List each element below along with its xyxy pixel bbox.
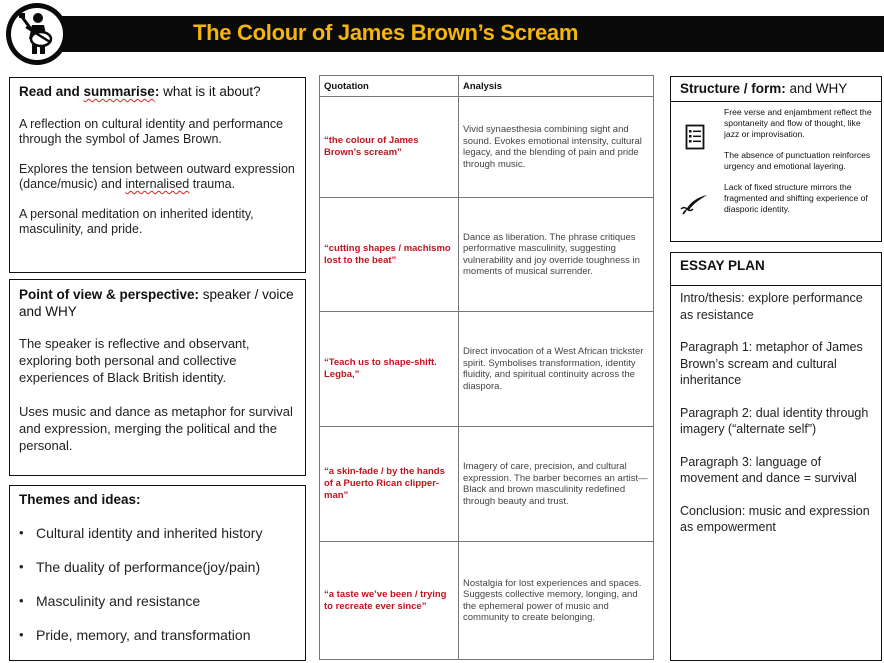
essay-plan-item: Paragraph 3: language of movement and dance = survival [680, 454, 857, 485]
themes-box [9, 485, 306, 661]
essay-plan-item: Conclusion: music and expression as empowerment [680, 503, 870, 534]
analysis-cell: Dance as liberation. The phrase critiques performative masculinity, suggesting vulnerability and joy override toughness in moments of musical surrender. [459, 198, 654, 312]
essay-plan-heading-box [670, 252, 882, 286]
structure-item: Free verse and enjambment reflect the spontaneity and flow of thought, like jazz or improvisation. [724, 107, 872, 139]
quote-cell: “Teach us to shape-shift. Legba,” [320, 312, 459, 427]
quote-cell: “a skin-fade / by the hands of a Puerto Rican clipper-man” [320, 427, 459, 542]
logo [6, 3, 68, 65]
quote-cell: “the colour of James Brown’s scream” [320, 97, 459, 198]
theme-item: • Masculinity and resistance [19, 593, 296, 609]
summary-paragraph: A reflection on cultural identity and performance through the symbol of James Brown. [19, 117, 284, 146]
pov-paragraph: The speaker is reflective and observant, exploring both personal and collective experiences of Black British identity. [19, 336, 250, 385]
point-of-view-heading: Point of view & perspective: speaker / voice and WHY [19, 287, 294, 319]
structure-heading-box [670, 76, 882, 102]
quote-cell: “cutting shapes / machismo lost to the beat” [320, 198, 459, 312]
analysis-cell: Vivid synaesthesia combining sight and sound. Evokes emotional intensity, cultural legacy, and the blending of pain and pride through music. [459, 97, 654, 198]
structure-heading: Structure / form: and WHY [680, 81, 848, 96]
page-title: The Colour of James Brown’s Scream [193, 20, 579, 45]
structure-item: Lack of fixed structure mirrors the fragmented and shifting experience of diasporic identity. [724, 182, 868, 214]
themes-heading: Themes and ideas: [19, 492, 141, 507]
table-row [320, 198, 654, 312]
checklist-icon [685, 124, 705, 150]
table-row [320, 312, 654, 427]
essay-plan-item: Paragraph 2: dual identity through imagery (“alternate self”) [680, 405, 869, 436]
essay-plan-item: Paragraph 1: metaphor of James Brown’s scream and cultural inheritance [680, 340, 863, 387]
structure-item: The absence of punctuation reinforces urgency and emotional layering. [724, 150, 871, 171]
read-summarise-heading: Read and summarise: what is it about? [19, 84, 261, 99]
table-header-row [320, 76, 654, 97]
essay-plan-box [670, 285, 882, 661]
table-row [320, 97, 654, 198]
analysis-cell: Nostalgia for lost experiences and spaces. Suggests collective memory, longing, and the ephemeral power of music and community to create belonging. [459, 542, 654, 660]
structure-box [670, 101, 882, 242]
table-row [320, 542, 654, 660]
essay-plan-item: Intro/thesis: explore performance as resistance [680, 291, 863, 322]
quotation-header: Quotation [320, 76, 459, 97]
read-summarise-box [9, 77, 306, 273]
analysis-header: Analysis [459, 76, 654, 97]
essay-plan-heading: ESSAY PLAN [680, 258, 765, 273]
guitarist-icon [16, 11, 60, 57]
summary-paragraph: A personal meditation on inherited identity, masculinity, and pride. [19, 207, 254, 236]
analysis-cell: Direct invocation of a West African trickster spirit. Symbolises transformation, identity fluidity, and spiritual continuity across the diaspora. [459, 312, 654, 427]
theme-item: • Cultural identity and inherited history [19, 525, 296, 541]
quill-pen-icon [680, 194, 708, 216]
theme-item: • Pride, memory, and transformation [19, 627, 296, 643]
theme-item: • The duality of performance(joy/pain) [19, 559, 296, 575]
pov-paragraph: Uses music and dance as metaphor for survival and expression, merging the political and the personal. [19, 404, 293, 453]
analysis-cell: Imagery of care, precision, and cultural expression. The barber becomes an artist—Black and brown masculinity redefined through beauty and trust. [459, 427, 654, 542]
table-row [320, 427, 654, 542]
summary-paragraph: Explores the tension between outward expression (dance/music) and internalised trauma. [19, 162, 295, 191]
quotation-table [319, 75, 654, 660]
point-of-view-box [9, 279, 306, 476]
quote-cell: “a taste we’ve been / trying to recreate ever since” [320, 542, 459, 660]
